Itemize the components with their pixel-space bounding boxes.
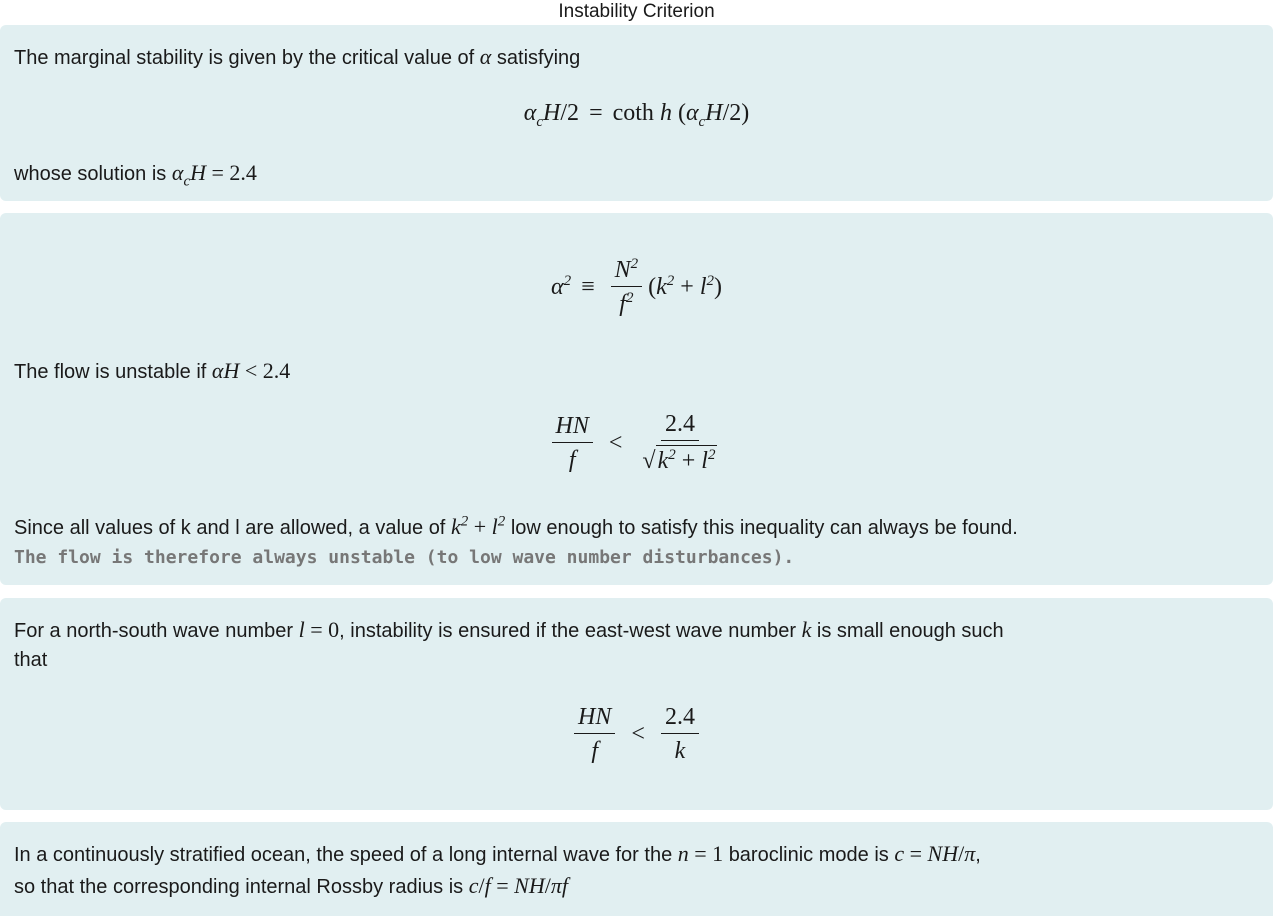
- card4-text2-math: c: [468, 873, 479, 898]
- card3-math2: k: [801, 617, 812, 642]
- card-rossby-radius: [0, 822, 1273, 916]
- card2-text1: The flow is unstable if αH < 2.4: [14, 358, 291, 383]
- card1-text2-math: $\alpha_cH$: [171, 160, 206, 190]
- card2-text2: Since all values of k and l are allowed, a value of $k^2 + l^2$ low enough to satisfy this inequality can always be found.: [14, 513, 1018, 539]
- card1-text2: whose solution is $\alpha_cH = 2.4$: [14, 160, 257, 190]
- card1-text1: The marginal stability is given by the critical value of α satisfying: [14, 44, 581, 69]
- card-north-south-wave: [0, 598, 1273, 810]
- page-title: Instability Criterion: [558, 1, 715, 22]
- card3-math1: l: [298, 617, 305, 642]
- card1-equation: $\alpha_cH$ /2 = coth h ( $\alpha_cH$ /2): [523, 99, 750, 130]
- card4-math1: n: [677, 841, 689, 866]
- card3-text1-line2: that: [14, 649, 48, 671]
- card-marginal-stability: [0, 25, 1273, 201]
- card4-math2: c: [894, 841, 905, 866]
- alpha-symbol: α: [479, 44, 492, 69]
- code-note: The flow is therefore always unstable (to low wave number disturbances).: [14, 547, 795, 568]
- card3-text1: For a north-south wave number l = 0, instability is ensured if the east-west wave number k is small enough such: [14, 617, 1004, 642]
- card-alpha-definition: [0, 213, 1273, 585]
- card3-equation: $\frac{HN}{f}$ < $\frac{2.4}{k}$: [0, 694, 1273, 774]
- card4-text2: so that the corresponding internal Rossby radius is c/f = NH/πf: [14, 873, 568, 898]
- card2-text1-math: αH: [211, 358, 240, 383]
- card2-text2-math: $k^2$: [450, 513, 469, 539]
- card2-equation1: $\alpha^2$ ≡ $\frac{N^2}{f^2}$ ( $k^2$ + $l^2$ ): [550, 255, 723, 317]
- card4-text1: In a continuously stratified ocean, the speed of a long internal wave for the n = 1 baroclinic mode is c = NH/π,: [14, 841, 981, 866]
- card2-equation2: $\frac{HN}{f}$ < 2.4 √ $k^2 + l^2$: [0, 403, 1273, 483]
